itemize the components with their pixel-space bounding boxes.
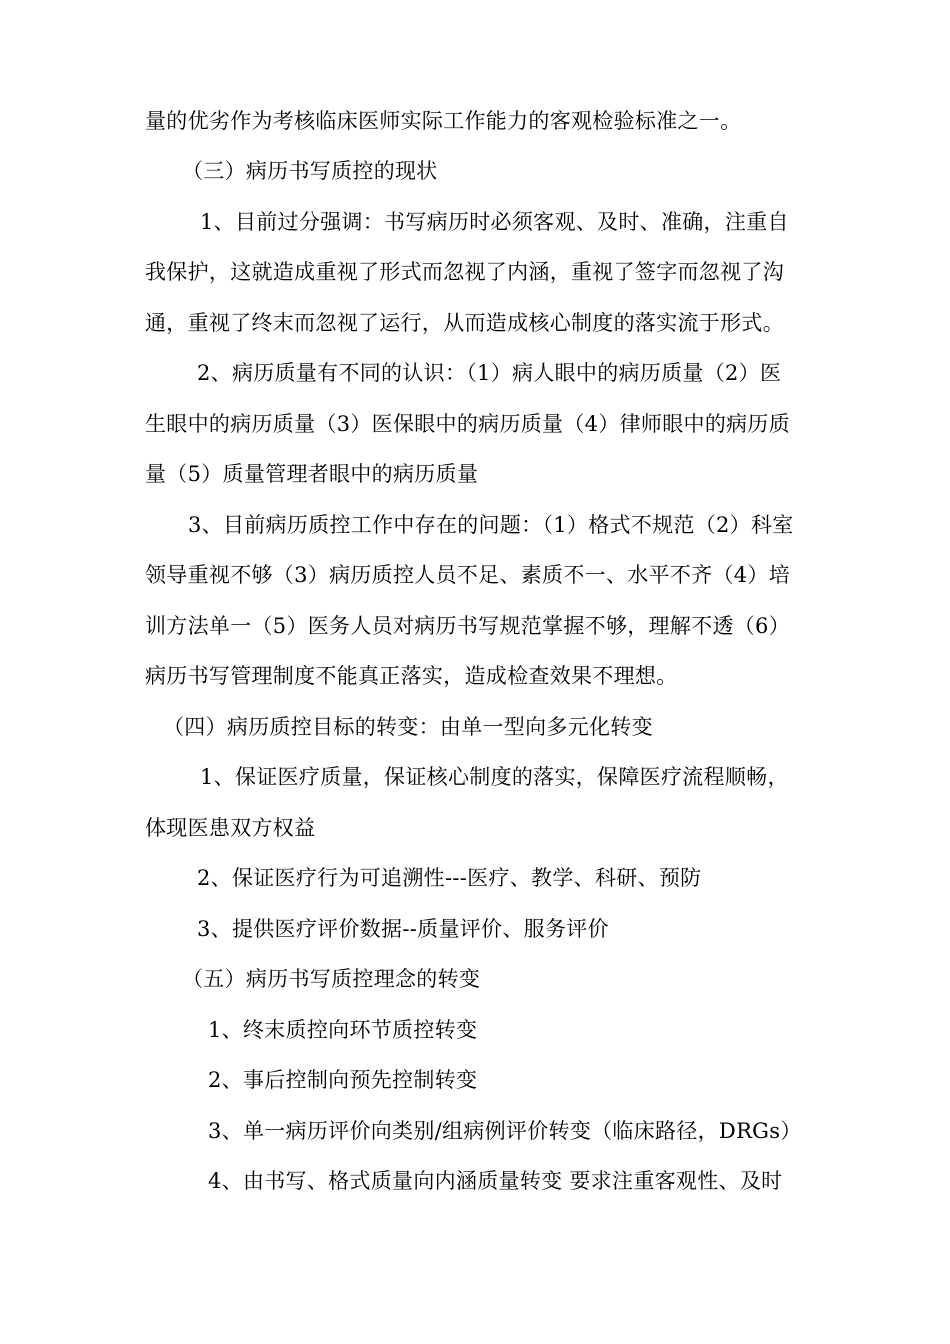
section-heading: （三）病历书写质控的现状	[182, 159, 438, 183]
text-line: 量（5）质量管理者眼中的病历质量	[145, 462, 479, 486]
text-line: 4、由书写、格式质量向内涵质量转变 要求注重客观性、及时	[208, 1169, 783, 1193]
text-line: 通，重视了终末而忽视了运行，从而造成核心制度的落实流于形式。	[145, 311, 784, 335]
section-heading: （五）病历书写质控理念的转变	[182, 967, 481, 991]
text-line: 量的优劣作为考核临床医师实际工作能力的客观检验标准之一。	[145, 109, 742, 133]
text-line: 领导重视不够（3）病历质控人员不足、素质不一、水平不齐（4）培	[145, 563, 791, 587]
text-line: 我保护，这就造成重视了形式而忽视了内涵，重视了签字而忽视了沟	[145, 260, 784, 284]
text-line: 生眼中的病历质量（3）医保眼中的病历质量（4）律师眼中的病历质	[145, 412, 791, 436]
text-line: 1、保证医疗质量，保证核心制度的落实，保障医疗流程顺畅，	[200, 765, 789, 789]
text-line: 训方法单一（5）医务人员对病历书写规范掌握不够，理解不透（6）	[145, 614, 791, 638]
text-line: 2、病历质量有不同的认识：（1）病人眼中的病历质量（2）医	[197, 361, 782, 385]
text-line: 2、事后控制向预先控制转变	[208, 1068, 478, 1092]
text-line: 体现医患双方权益	[145, 816, 316, 840]
text-line: 3、提供医疗评价数据--质量评价、服务评价	[197, 917, 609, 941]
text-line: 1、终末质控向环节质控转变	[208, 1018, 478, 1042]
text-line: 2、保证医疗行为可追溯性---医疗、教学、科研、预防	[197, 866, 702, 890]
section-heading: （四）病历质控目标的转变：由单一型向多元化转变	[163, 715, 653, 739]
text-line: 1、目前过分强调：书写病历时必须客观、及时、准确，注重自	[200, 210, 789, 234]
text-line: 3、单一病历评价向类别/组病例评价转变（临床路径，DRGs）	[208, 1119, 802, 1143]
text-line: 3、目前病历质控工作中存在的问题：（1）格式不规范（2）科室	[188, 513, 794, 537]
text-line: 病历书写管理制度不能真正落实，造成检查效果不理想。	[145, 664, 678, 688]
